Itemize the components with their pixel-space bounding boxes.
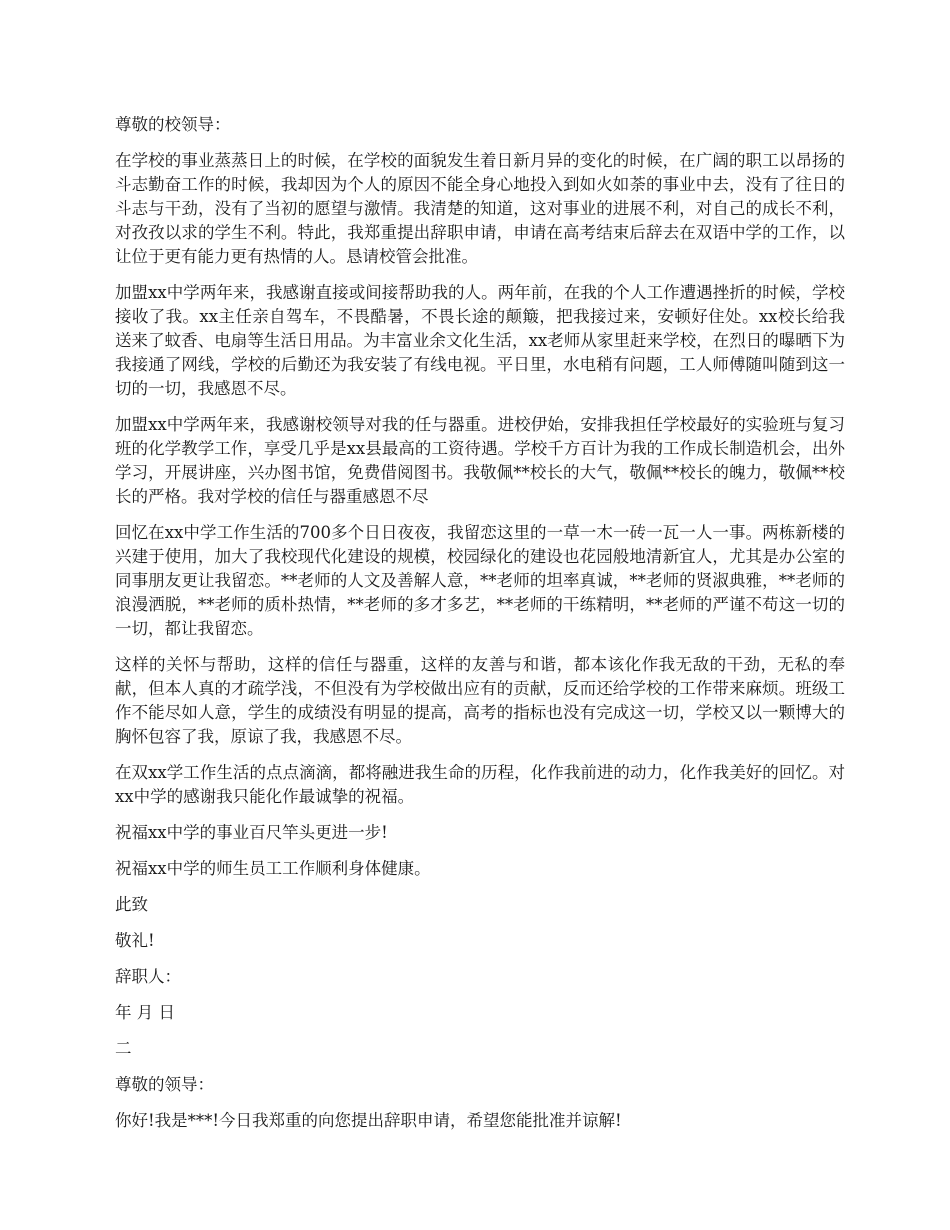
signature-label: 辞职人： xyxy=(115,967,181,986)
salutation-2: 尊敬的领导： xyxy=(115,1075,214,1094)
paragraph-3: 加盟xx中学两年来，我感谢校领导对我的任与器重。进校伊始，安排我担任学校最好的实验班与复习班的化学教学工作，享受几乎是xx县最高的工资待遇。学校千方百计为我的工作成长制造机会，出外学习，开展讲座，兴办图书馆，免费借阅图书。我敬佩**校长的大气，敬佩**校长的魄力，敬佩**校长的严格。我对学校的信任与器重感恩不尽 xyxy=(115,415,845,506)
date-line: 年 月 日 xyxy=(115,1003,175,1022)
paragraph-1: 在学校的事业蒸蒸日上的时候，在学校的面貌发生着日新月异的变化的时候，在广阔的职工以昂扬的斗志勤奋工作的时候，我却因为个人的原因不能全身心地投入到如火如荼的事业中去，没有了往日的斗志与干劲，没有了当初的愿望与激情。我清楚的知道，这对事业的进展不利，对自己的成长不利，对孜孜以求的学生不利。特此，我郑重提出辞职申请，申请在高考结束后辞去在双语中学的工作，以让位于更有能力更有热情的人。恳请校管会批准。 xyxy=(115,151,845,266)
document-body xyxy=(115,113,845,1145)
paragraph-2: 加盟xx中学两年来，我感谢直接或间接帮助我的人。两年前，在我的个人工作遭遇挫折的时候，学校接收了我。xx主任亲自驾车，不畏酷暑，不畏长途的颠簸，把我接过来，安顿好住处。xx校长给我送来了蚊香、电扇等生活日用品。为丰富业余文化生活，xx老师从家里赶来学校，在烈日的曝晒下为我接通了网线，学校的后勤还为我安装了有线电视。平日里，水电稍有问题，工人师傅随叫随到这一切的一切，我感恩不尽。 xyxy=(115,283,845,398)
paragraph-4: 回忆在xx中学工作生活的700多个日日夜夜，我留恋这里的一草一木一砖一瓦一人一事。两栋新楼的兴建于使用，加大了我校现代化建设的规模，校园绿化的建设也花园般地清新宜人，尤其是办公室的同事朋友更让我留恋。**老师的人文及善解人意，**老师的坦率真诚，**老师的贤淑典雅，**老师的浪漫洒脱，**老师的质朴热情，**老师的多才多艺，**老师的干练精明，**老师的严谨不苟这一切的一切，都让我留恋。 xyxy=(115,523,845,638)
salutation: 尊敬的校领导： xyxy=(115,115,231,134)
closing-ci-zhi: 此致 xyxy=(115,895,148,914)
paragraph-5: 这样的关怀与帮助，这样的信任与器重，这样的友善与和谐，都本该化作我无敌的干劲，无私的奉献，但本人真的才疏学浅，不但没有为学校做出应有的贡献，反而还给学校的工作带来麻烦。班级工作不能尽如人意，学生的成绩没有明显的提高，高考的指标也没有完成这一切，学校又以一颗博大的胸怀包容了我，原谅了我，我感恩不尽。 xyxy=(115,655,845,746)
section-number: 二 xyxy=(115,1039,132,1058)
paragraph-7: 你好!我是***!今日我郑重的向您提出辞职申请，希望您能批准并谅解! xyxy=(115,1111,622,1130)
blessing-2: 祝福xx中学的师生员工工作顺利身体健康。 xyxy=(115,859,431,878)
blessing-1: 祝福xx中学的事业百尺竿头更进一步! xyxy=(115,823,388,842)
paragraph-6: 在双xx学工作生活的点点滴滴，都将融进我生命的历程，化作我前进的动力，化作我美好的回忆。对xx中学的感谢我只能化作最诚挚的祝福。 xyxy=(115,763,845,806)
closing-jing-li: 敬礼! xyxy=(115,931,155,950)
